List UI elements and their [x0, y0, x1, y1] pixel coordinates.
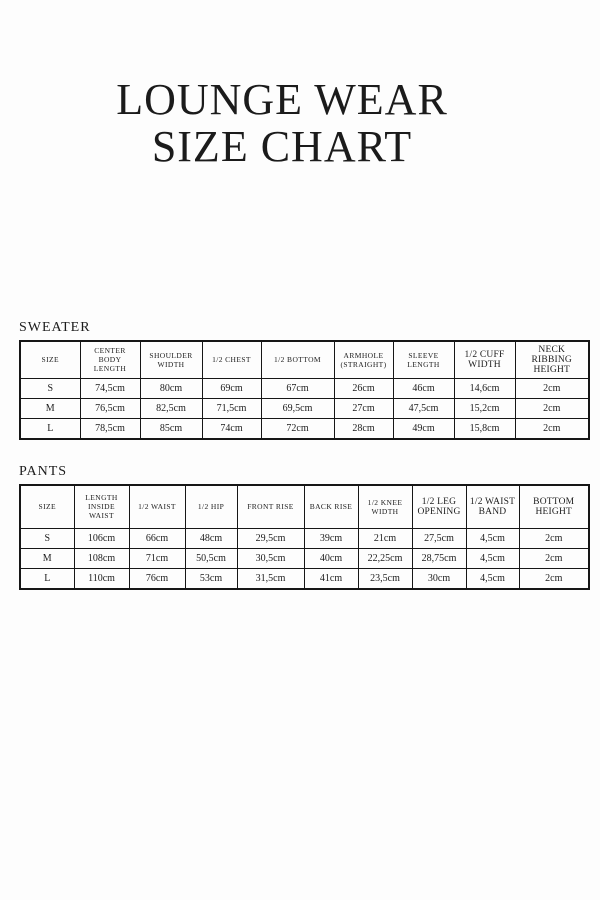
value-cell: 41cm: [304, 569, 358, 590]
value-cell: 110cm: [74, 569, 129, 590]
size-cell: M: [20, 549, 74, 569]
sweater-size-table: [19, 340, 590, 440]
column-header: SLEEVE LENGTH: [393, 341, 454, 378]
value-cell: 47,5cm: [393, 398, 454, 418]
value-cell: 2cm: [515, 378, 589, 398]
value-cell: 2cm: [519, 569, 589, 590]
value-cell: 46cm: [393, 378, 454, 398]
value-cell: 71,5cm: [202, 398, 261, 418]
column-header: NECK RIBBING HEIGHT: [515, 341, 589, 378]
column-header: 1/2 KNEE WIDTH: [358, 485, 412, 529]
value-cell: 14,6cm: [454, 378, 515, 398]
value-cell: 48cm: [185, 529, 237, 549]
value-cell: 2cm: [519, 549, 589, 569]
value-cell: 2cm: [519, 529, 589, 549]
value-cell: 39cm: [304, 529, 358, 549]
value-cell: 26cm: [334, 378, 393, 398]
page-title-line-1: LOUNGE WEAR: [116, 75, 448, 124]
sweater-header-row: [20, 341, 589, 378]
value-cell: 49cm: [393, 418, 454, 439]
column-header: 1/2 CUFF WIDTH: [454, 341, 515, 378]
value-cell: 31,5cm: [237, 569, 304, 590]
value-cell: 80cm: [140, 378, 202, 398]
pants-section: [19, 464, 588, 591]
size-cell: L: [20, 418, 80, 439]
value-cell: 4,5cm: [466, 529, 519, 549]
value-cell: 78,5cm: [80, 418, 140, 439]
value-cell: 76cm: [129, 569, 185, 590]
column-header: BACK RISE: [304, 485, 358, 529]
sweater-section-label: SWEATER: [19, 320, 91, 335]
column-header: 1/2 BOTTOM: [261, 341, 334, 378]
column-header: 1/2 HIP: [185, 485, 237, 529]
sweater-section: [19, 320, 588, 440]
value-cell: 72cm: [261, 418, 334, 439]
value-cell: 71cm: [129, 549, 185, 569]
pants-section-label: PANTS: [19, 463, 68, 479]
column-header: BOTTOM HEIGHT: [519, 485, 589, 529]
value-cell: 69,5cm: [261, 398, 334, 418]
value-cell: 66cm: [129, 529, 185, 549]
value-cell: 22,25cm: [358, 549, 412, 569]
column-header: SIZE: [20, 341, 80, 378]
value-cell: 2cm: [515, 398, 589, 418]
value-cell: 106cm: [74, 529, 129, 549]
value-cell: 82,5cm: [140, 398, 202, 418]
value-cell: 23,5cm: [358, 569, 412, 590]
value-cell: 2cm: [515, 418, 589, 439]
table-row: [20, 378, 589, 398]
column-header: 1/2 WAIST BAND: [466, 485, 519, 529]
size-cell: S: [20, 529, 74, 549]
value-cell: 69cm: [202, 378, 261, 398]
value-cell: 76,5cm: [80, 398, 140, 418]
column-header: 1/2 WAIST: [129, 485, 185, 529]
pants-header-row: [20, 485, 589, 529]
table-row: [20, 529, 589, 549]
table-row: [20, 549, 589, 569]
value-cell: 15,2cm: [454, 398, 515, 418]
column-header: 1/2 LEG OPENING: [412, 485, 466, 529]
value-cell: 108cm: [74, 549, 129, 569]
column-header: SIZE: [20, 485, 74, 529]
table-row: [20, 398, 589, 418]
page-title: [0, 0, 600, 170]
table-row: [20, 569, 589, 590]
value-cell: 53cm: [185, 569, 237, 590]
value-cell: 4,5cm: [466, 569, 519, 590]
value-cell: 50,5cm: [185, 549, 237, 569]
column-header: CENTER BODY LENGTH: [80, 341, 140, 378]
value-cell: 28,75cm: [412, 549, 466, 569]
column-header: 1/2 CHEST: [202, 341, 261, 378]
value-cell: 28cm: [334, 418, 393, 439]
table-row: [20, 418, 589, 439]
size-cell: M: [20, 398, 80, 418]
value-cell: 29,5cm: [237, 529, 304, 549]
value-cell: 4,5cm: [466, 549, 519, 569]
column-header: ARMHOLE (STRAIGHT): [334, 341, 393, 378]
column-header: LENGTH INSIDE WAIST: [74, 485, 129, 529]
size-cell: S: [20, 378, 80, 398]
size-cell: L: [20, 569, 74, 590]
value-cell: 30cm: [412, 569, 466, 590]
value-cell: 67cm: [261, 378, 334, 398]
value-cell: 27,5cm: [412, 529, 466, 549]
value-cell: 15,8cm: [454, 418, 515, 439]
page-title-line-2: SIZE CHART: [151, 122, 413, 171]
value-cell: 30,5cm: [237, 549, 304, 569]
pants-size-table: [19, 484, 590, 591]
value-cell: 74,5cm: [80, 378, 140, 398]
value-cell: 21cm: [358, 529, 412, 549]
column-header: FRONT RISE: [237, 485, 304, 529]
value-cell: 85cm: [140, 418, 202, 439]
value-cell: 27cm: [334, 398, 393, 418]
value-cell: 40cm: [304, 549, 358, 569]
column-header: SHOULDER WIDTH: [140, 341, 202, 378]
value-cell: 74cm: [202, 418, 261, 439]
